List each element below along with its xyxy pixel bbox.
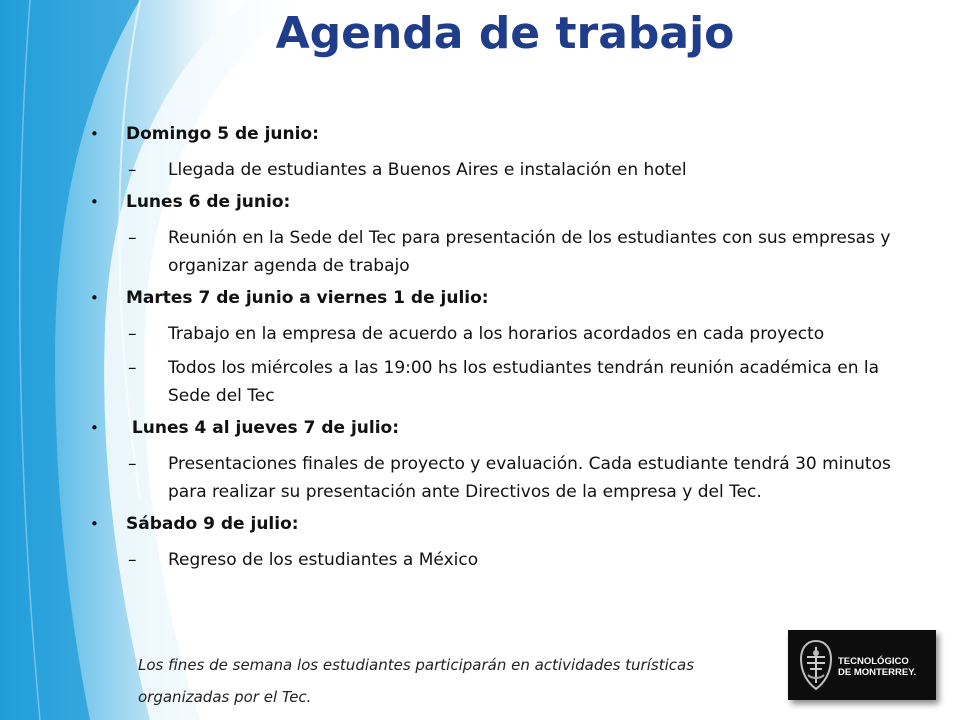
agenda-item-heading <box>88 122 928 146</box>
dash-icon: – <box>128 324 137 344</box>
agenda-date: Lunes 4 al jueves 7 de julio: <box>126 418 400 438</box>
bullet-icon: • <box>90 419 99 437</box>
agenda-date: Lunes 6 de junio: <box>126 192 291 212</box>
agenda-subitem <box>88 546 928 574</box>
dash-icon: – <box>128 160 137 180</box>
crest-icon <box>798 639 834 691</box>
agenda-detail: Llegada de estudiantes a Buenos Aires e instalación en hotel <box>168 160 687 180</box>
agenda-item-heading <box>88 512 928 536</box>
dash-icon: – <box>128 550 137 570</box>
agenda-detail: Todos los miércoles a las 19:00 hs los estudiantes tendrán reunión académica en la Sede del Tec <box>168 358 880 406</box>
weekend-note-line-2: organizadas por el Tec. <box>138 688 312 706</box>
bullet-icon: • <box>90 289 99 307</box>
agenda-subitem <box>88 156 928 184</box>
agenda-item-heading <box>88 286 928 310</box>
tec-monterrey-logo <box>788 630 936 700</box>
agenda-date: Sábado 9 de julio: <box>126 514 299 534</box>
agenda-subitem <box>88 450 928 506</box>
bullet-icon: • <box>90 515 99 533</box>
agenda-subitem <box>88 320 928 348</box>
agenda-date: Domingo 5 de junio: <box>126 124 319 144</box>
agenda-list <box>88 122 928 580</box>
agenda-detail: Regreso de los estudiantes a México <box>168 550 479 570</box>
agenda-item-heading <box>88 416 928 440</box>
dash-icon: – <box>128 454 137 474</box>
dash-icon: – <box>128 358 137 378</box>
slide-title: Agenda de trabajo <box>275 8 735 59</box>
logo-line-1: TECNOLÓGICO <box>838 656 909 667</box>
weekend-note-line-1: Los fines de semana los estudiantes participarán en actividades turísticas <box>138 656 695 674</box>
bullet-icon: • <box>90 125 99 143</box>
agenda-detail: Reunión en la Sede del Tec para presentación de los estudiantes con sus empresas y organizar agenda de trabajo <box>168 228 891 276</box>
agenda-subitem <box>88 354 928 410</box>
agenda-subitem <box>88 224 928 280</box>
agenda-item-heading <box>88 190 928 214</box>
agenda-date: Martes 7 de junio a viernes 1 de julio: <box>126 288 489 308</box>
bullet-icon: • <box>90 193 99 211</box>
dash-icon: – <box>128 228 137 248</box>
agenda-detail: Trabajo en la empresa de acuerdo a los horarios acordados en cada proyecto <box>168 324 825 344</box>
logo-wordmark <box>838 656 916 678</box>
agenda-detail: Presentaciones finales de proyecto y evaluación. Cada estudiante tendrá 30 minutos para realizar su presentación ante Directivos de la empresa y del Tec. <box>168 454 891 502</box>
logo-line-2: DE MONTERREY. <box>838 667 917 678</box>
